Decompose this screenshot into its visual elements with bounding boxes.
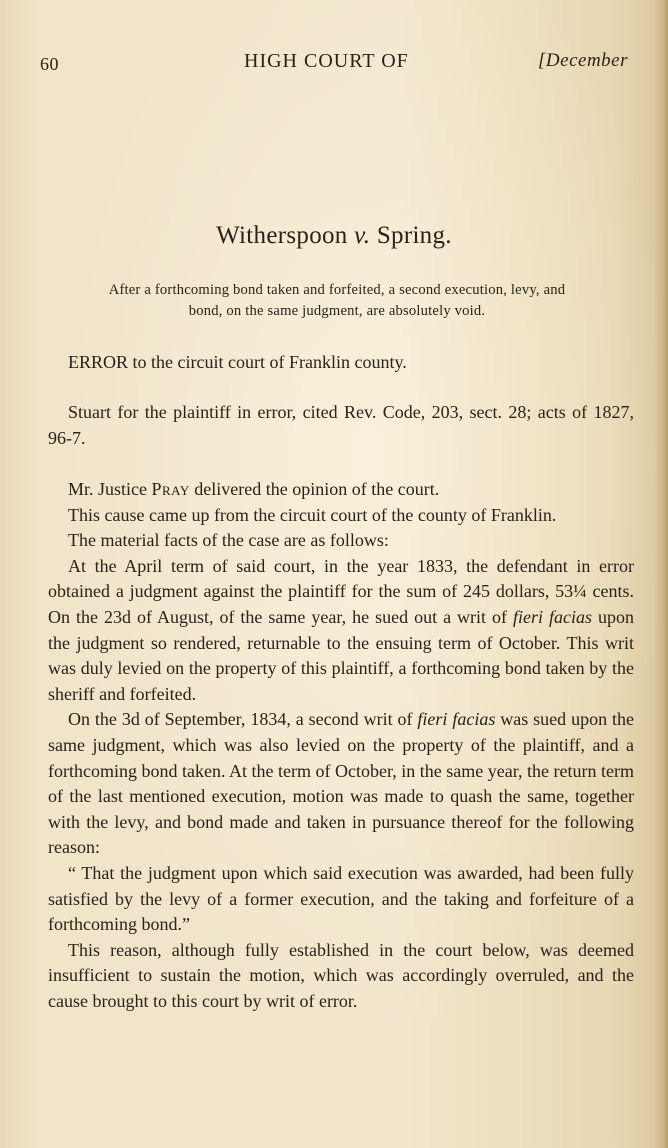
- p3-text-a: At the April term of said court, in the year 1833, the defendant in error obtained a judgment against the plaintiff for the sum of 245 dollars, 53¼ cents. On the 23d of August, of the same year, he sued out a writ of: [48, 555, 634, 627]
- opinion-paragraph-1: This cause came up from the circuit court of the county of Franklin.: [68, 504, 557, 525]
- error-statement: [48, 350, 634, 376]
- running-head-month: [December: [538, 50, 628, 71]
- opinion-paragraph-4: [48, 707, 634, 861]
- error-rest: to the circuit court of Franklin county.: [128, 352, 407, 372]
- page-number: 60: [40, 54, 59, 74]
- case-plaintiff: Witherspoon: [216, 222, 348, 249]
- counsel-text: Stuart for the plaintiff in error, cited Rev. Code, 203, sect. 28; acts of 1827, 96-7.: [48, 402, 634, 448]
- opinion-paragraph-5: “ That the judgment upon which said execution was awarded, had been fully satisfied by the levy of a former execution, and the taking and forfeiture of a forthcoming bond.”: [48, 862, 634, 935]
- opinion: [48, 477, 634, 1014]
- case-title: [0, 222, 668, 250]
- case-defendant: Spring.: [376, 222, 452, 249]
- headnote-line-2: bond, on the same judgment, are absolutely void.: [188, 303, 486, 319]
- opinion-delivered: [48, 477, 634, 503]
- opinion-paragraph-2: The material facts of the case are as follows:: [68, 530, 389, 551]
- p3-text-b: upon the judgment so rendered, returnable to the ensuing term of October. This writ was duly levied on the property of this plaintiff, a forthcoming bond taken by the sheriff and forfeited.: [48, 606, 634, 704]
- running-head: [40, 50, 630, 76]
- opinion-delivered-post: delivered the opinion of the court.: [189, 479, 440, 499]
- opinion-paragraph-3: [48, 554, 634, 708]
- justice-name: Pray: [151, 479, 190, 499]
- p4-latin-term: fieri facias: [417, 709, 496, 730]
- case-versus: v.: [354, 222, 371, 249]
- headnote: [42, 280, 632, 322]
- p4-text-b: was sued upon the same judgment, which was also levied on the property of the plaintiff, and a forthcoming bond taken. At the term of October, in the same year, the return term of the last mentioned execution, motion was made to quash the same, together with the levy, and bond made and taken in pursuance thereof for the following reason:: [48, 709, 635, 858]
- page-edge-shadow: [654, 0, 668, 1148]
- opinion-delivered-pre: Mr. Justice: [68, 479, 152, 499]
- error-lead: ERROR: [68, 352, 129, 372]
- headnote-line-1: After a forthcoming bond taken and forfeited, a second execution, levy, and: [108, 282, 566, 298]
- running-head-court: HIGH COURT OF: [244, 50, 409, 72]
- opinion-paragraph-6: This reason, although fully established in the court below, was deemed insufficient to sustain the motion, which was accordingly overruled, and the cause brought to this court by writ of error.: [48, 939, 634, 1011]
- counsel-paragraph: [48, 400, 634, 451]
- p4-text-a: On the 3d of September, 1834, a second writ of: [68, 709, 418, 730]
- p3-latin-term: fieri facias: [513, 606, 592, 627]
